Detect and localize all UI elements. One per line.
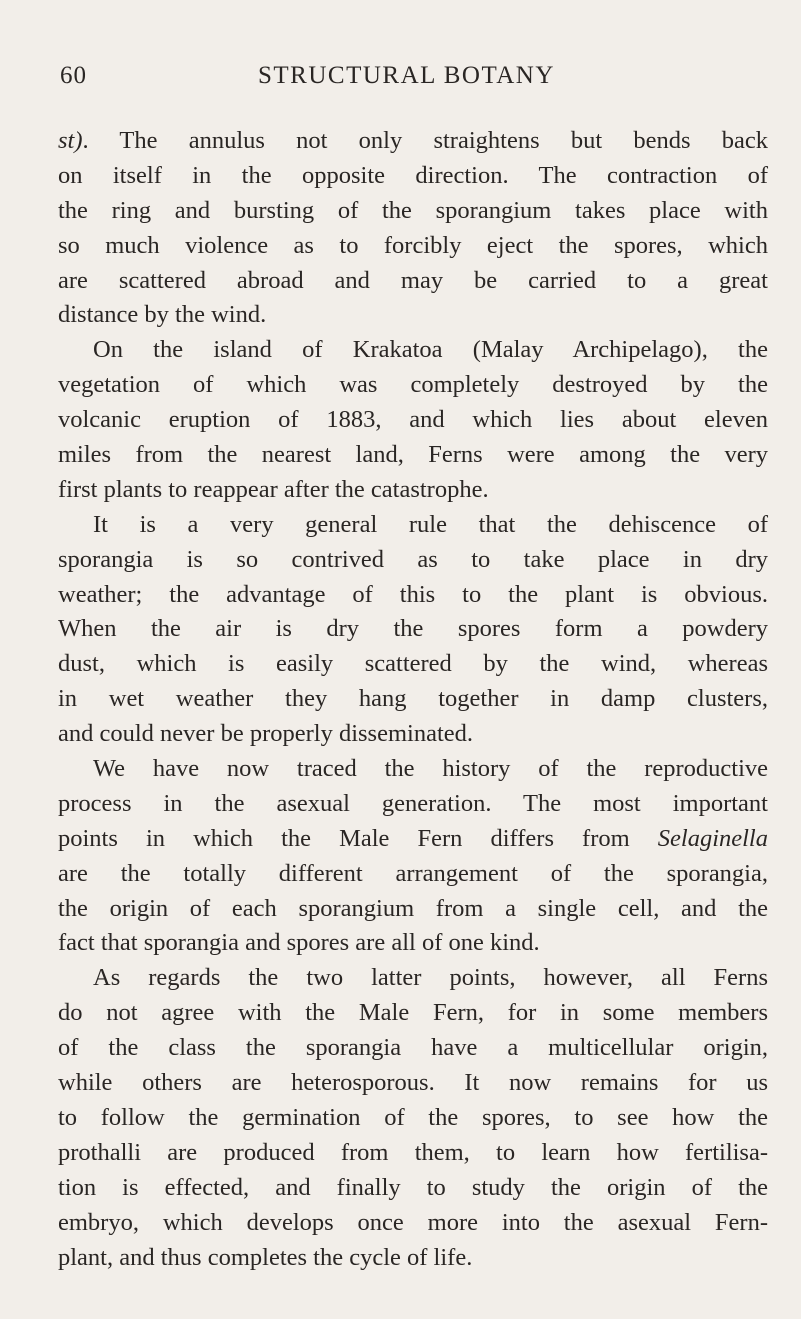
italic-fragment: Selaginella xyxy=(657,824,768,852)
text-line: sporangia is so contrived as to take place in dry xyxy=(58,545,768,573)
text-line: vegetation of which was completely destroyed by the xyxy=(58,371,768,399)
body-text xyxy=(58,124,768,1275)
text-line xyxy=(58,822,768,857)
text-line: do not agree with the Male Fern, for in some members xyxy=(58,999,768,1027)
text-line xyxy=(58,124,768,159)
text-line: so much violence as to forcibly eject the spores, which xyxy=(58,231,768,259)
text-line: fact that sporangia and spores are all of one kind. xyxy=(58,929,540,957)
text-line: miles from the nearest land, Ferns were among the very xyxy=(58,441,768,469)
text-line: of the class the sporangia have a multicellular origin, xyxy=(58,1034,768,1062)
running-title: STRUCTURAL BOTANY xyxy=(258,62,555,89)
text-line: We have now traced the history of the reproductive xyxy=(93,755,768,783)
text-line: When the air is dry the spores form a powdery xyxy=(58,615,768,643)
text-line: the ring and bursting of the sporangium takes place with xyxy=(58,196,768,224)
text-line: On the island of Krakatoa (Malay Archipelago), the xyxy=(93,336,768,364)
running-head xyxy=(0,62,801,102)
page-number: 60 xyxy=(60,62,87,89)
text-line: to follow the germination of the spores, to see how the xyxy=(58,1103,768,1131)
text-line: in wet weather they hang together in damp clusters, xyxy=(58,685,768,713)
text-line: and could never be properly disseminated. xyxy=(58,720,474,748)
text-line: embryo, which develops once more into the asexual Fern- xyxy=(58,1208,768,1236)
text-line: process in the asexual generation. The most important xyxy=(58,789,768,817)
text-line: the origin of each sporangium from a single cell, and the xyxy=(58,894,768,922)
text-line: tion is effected, and finally to study the origin of the xyxy=(58,1173,768,1201)
text-line: It is a very general rule that the dehiscence of xyxy=(93,510,768,538)
line-text: points in which the Male Fern differs from xyxy=(58,824,658,852)
text-line: As regards the two latter points, however, all Ferns xyxy=(93,964,768,992)
text-line: weather; the advantage of this to the plant is obvious. xyxy=(58,580,768,608)
text-line: distance by the wind. xyxy=(58,301,267,329)
text-line: prothalli are produced from them, to learn how fertilisa- xyxy=(58,1138,768,1166)
line-text: . The annulus not only straightens but bends back xyxy=(82,127,768,154)
text-line: on itself in the opposite direction. The contraction of xyxy=(58,161,768,189)
text-line: first plants to reappear after the catastrophe. xyxy=(58,475,489,503)
text-line: are the totally different arrangement of the sporangia, xyxy=(58,859,768,887)
italic-fragment: st) xyxy=(58,127,83,154)
text-line: volcanic eruption of 1883, and which lies about eleven xyxy=(58,406,768,434)
text-line: are scattered abroad and may be carried to a great xyxy=(58,266,768,294)
text-line: dust, which is easily scattered by the wind, whereas xyxy=(58,650,768,678)
text-line: while others are heterosporous. It now remains for us xyxy=(58,1069,768,1097)
text-line: plant, and thus completes the cycle of life. xyxy=(58,1243,473,1271)
